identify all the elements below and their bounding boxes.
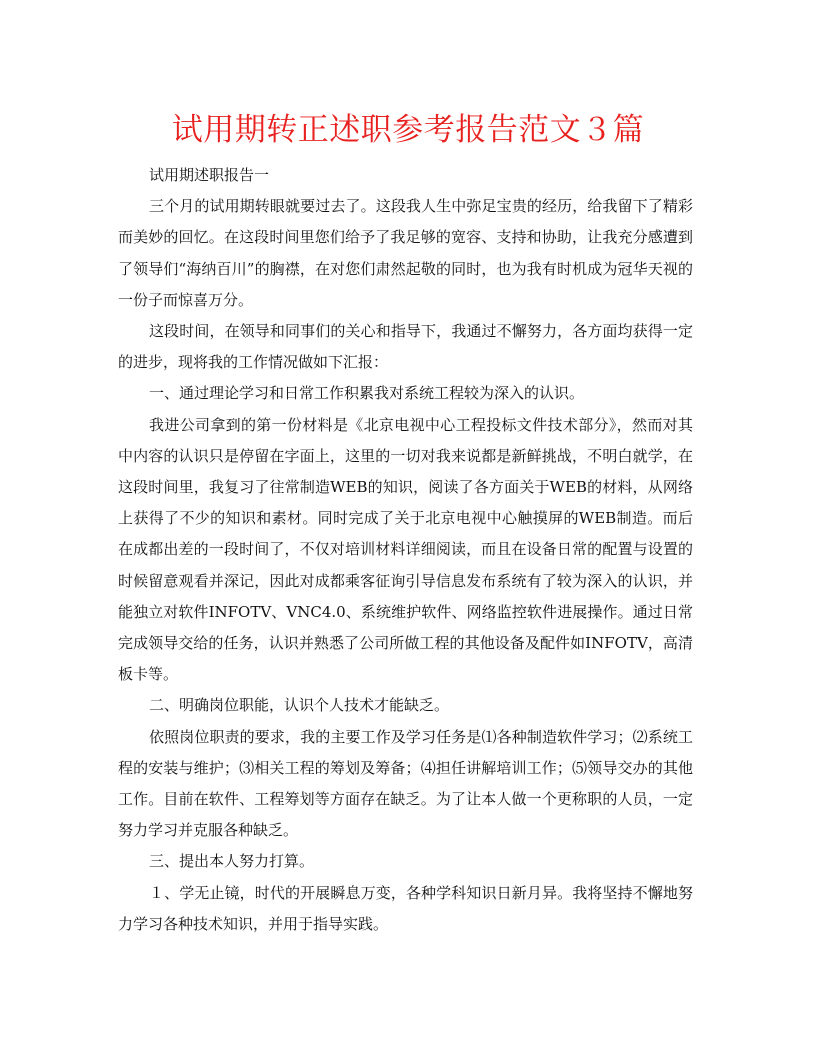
paragraph-point-two-detail: 依照岗位职责的要求，我的主要工作及学习任务是⑴各种制造软件学习；⑵系统工程的安装与维护；⑶相关工程的筹划及筹备；⑷担任讲解培训工作；⑸领导交办的其他工作。目前在软件、工程筹划等方面存在缺乏。为了让本人做一个更称职的人员，一定努力学习并克服各种缺乏。 [118,727,693,840]
document-body [118,160,693,940]
document-title: 试用期转正述职参考报告范文３篇 [171,112,645,148]
paragraph-progress: 这段时间，在领导和同事们的关心和指导下，我通过不懈努力，各方面均获得一定的进步，现将我的工作情况做如下汇报： [118,322,693,372]
section-heading-report-one: 试用期述职报告一 [149,166,270,184]
paragraph-point-one-detail: 我进公司拿到的第一份材料是《北京电视中心工程投标文件技术部分》，然而对其中内容的认识只是停留在字面上，这里的一切对我来说都是新鲜挑战，不明白就学，在这段时间里，我复习了往常制造WEB的知识，阅读了各方面关于WEB的材料，从网络上获得了不少的知识和素材。同时完成了关于北京电视中心触摸屏的WEB制造。而后在成都出差的一段时间了，不仅对培训材料详细阅读，而且在设备日常的配置与设置的时候留意观看并深记，因此对成都乘客征询引导信息发布系统有了较为深入的认识，并能独立对软件INFOTV、VNC4.0、系统维护软件、网络监控软件进展操作。通过日常完成领导交给的任务，认识并熟悉了公司所做工程的其他设备及配件如INFOTV，高清板卡等。 [118,415,693,684]
paragraph-point-three-item-one: １、学无止镜，时代的开展瞬息万变，各种学科知识日新月异。我将坚持不懈地努力学习各种技术知识，并用于指导实践。 [118,883,693,933]
heading-point-one: 一、通过理论学习和日常工作积累我对系统工程较为深入的认识。 [149,384,585,403]
heading-point-two: 二、明确岗位职能，认识个人技术才能缺乏。 [149,696,450,715]
paragraph-intro: 三个月的试用期转眼就要过去了。这段我人生中弥足宝贵的经历，给我留下了精彩而美妙的回忆。在这段时间里您们给予了我足够的宽容、支持和协助，让我充分感遭到了领导们“海纳百川”的胸襟，在对您们肃然起敬的同时，也为我有时机成为冠华天视的一份子而惊喜万分。 [118,197,693,309]
heading-point-three: 三、提出本人努力打算。 [149,852,315,871]
